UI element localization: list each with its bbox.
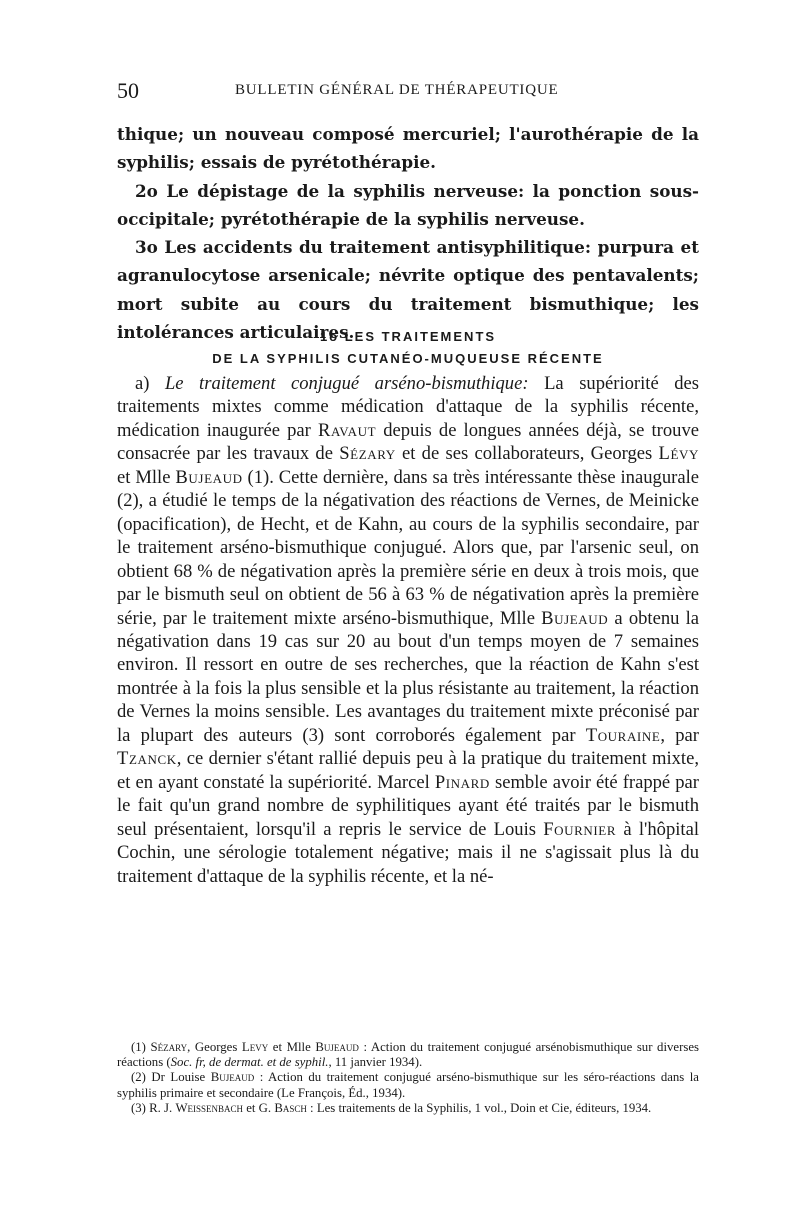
footnote-author: Sézary <box>150 1040 188 1054</box>
author-name: Lévy <box>658 443 700 465</box>
body-segment: La supériorité des traitements mixtes comme médication d'attaque de la syphilis récente, médication inaugurée par <box>117 373 699 441</box>
footnote-3 <box>117 1101 699 1116</box>
section-heading-line-1: 1o LES TRAITEMENTS <box>319 329 497 344</box>
body-segment: a) <box>135 373 165 394</box>
body-segment: et Mlle <box>117 466 176 488</box>
author-name: Touraine <box>585 724 661 746</box>
section-heading-line-2: DE LA SYPHILIS CUTANÉO-MUQUEUSE RÉCENTE <box>212 351 604 366</box>
footnote-text: : Action du traitement conjugué arséno-bismuthique sur les séro-réactions dans la syphilis primaire et secondaire (Le François, Éd., 1934). <box>117 1070 699 1100</box>
author-name: Bujeaud <box>541 607 609 629</box>
footnote-text: (1) <box>131 1040 151 1054</box>
author-name: Fournier <box>543 818 617 840</box>
author-name: Tzanck <box>117 748 177 770</box>
journal-title: BULLETIN GÉNÉRAL DE THÉRAPEUTIQUE <box>235 82 559 98</box>
footnote-author: Bujeaud <box>315 1040 359 1054</box>
footnote-text: (3) R. J. <box>131 1100 176 1115</box>
footnote-text: et Mlle <box>268 1040 316 1054</box>
footnote-text: (2) Dr Louise <box>131 1070 211 1085</box>
body-segment: et de ses collaborateurs, Georges <box>395 443 659 465</box>
summary-item-1: thique; un nouveau composé mercuriel; l'aurothérapie de la syphilis; essais de pyrétothérapie. <box>117 124 699 173</box>
footnote-author: Levy <box>241 1040 269 1054</box>
body-segment: (1). Cette dernière, dans sa très intéressante thèse inaugurale (2), a étudié le temps de la négativation des réactions de Vernes, de Meinicke (opacification), de Hecht, et de Kahn, au cours de la syphilis secondaire, par le traitement arséno-bismuthique conjugué. Alors que, par l'arsenic seul, on obtient 68 % de négativation après la première série en deux à trois mois, que par le bismuth seul on obtient de 56 à 63 % de négativation après la première série, par le traitement mixte arséno-bismuthique, Mlle <box>117 466 699 629</box>
footnote-1 <box>117 1040 699 1070</box>
body-paragraph <box>117 372 699 888</box>
footnote-author: Weissenbach <box>175 1100 244 1115</box>
footnote-text: , 11 janvier 1934). <box>328 1055 423 1070</box>
page-number: 50 <box>117 78 139 103</box>
author-name: Bujeaud <box>175 466 243 488</box>
subsection-title: Le traitement conjugué arséno-bismuthique: <box>164 373 529 394</box>
body-segment: à l'hôpital Cochin, une sérologie totalement négative; mais il ne s'agissait plus là du traitement d'attaque de la syphilis récente, et la né- <box>117 818 699 887</box>
summary-item-3: 3o Les accidents du traitement antisyphilitique: purpura et agranulocytose arsenicale; névrite optique des pentavalents; mort subite au cours du traitement bismuthique; les intolérances articulaires. <box>117 237 699 343</box>
body-segment: semble avoir été frappé par le fait qu'un grand nombre de syphilitiques ayant été traités par le bismuth seul présentaient, lorsqu'il a repris le service de Louis <box>117 771 699 840</box>
footnotes <box>117 1040 699 1116</box>
footnote-author: Bujeaud <box>210 1070 255 1085</box>
footnote-2 <box>117 1070 699 1100</box>
footnote-text: et G. <box>243 1100 275 1115</box>
summary-list <box>117 120 699 346</box>
running-head <box>117 78 697 102</box>
author-name: Sézary <box>339 443 396 465</box>
author-name: Pinard <box>434 771 490 793</box>
body-segment: , ce dernier s'étant rallié depuis peu à la pratique du traitement mixte, et en ayant constaté la supériorité. Marcel <box>117 748 699 793</box>
summary-item-2: 2o Le dépistage de la syphilis nerveuse: la ponction sous-occipitale; pyrétothérapie de la syphilis nerveuse. <box>117 180 699 229</box>
footnote-text: , Georges <box>187 1040 242 1054</box>
footnote-journal: Soc. fr, de dermat. et de syphil. <box>170 1055 329 1070</box>
body-segment: a obtenu la négativation dans 19 cas sur 20 au bout d'un temps moyen de 7 semaines environ. Il ressort en outre de ses recherches, que la réaction de Kahn s'est montrée à la fois la plus sensible et la plus résistante au traitement, la réaction de Vernes la moins sensible. Les avantages du traitement mixte préconisé par la plupart des auteurs (3) sont corroborés également par <box>117 607 699 746</box>
section-heading <box>117 326 699 370</box>
body-segment: , par <box>660 724 699 746</box>
footnote-text: : Action du traitement conjugué arsénobismuthique sur diverses réactions ( <box>117 1040 699 1070</box>
body-segment: depuis de longues années déjà, se trouve consacrée par les travaux de <box>117 419 700 465</box>
footnote-author: Basch <box>274 1100 307 1115</box>
author-name: Ravaut <box>317 419 377 441</box>
footnote-text: : Les traitements de la Syphilis, 1 vol., Doin et Cie, éditeurs, 1934. <box>306 1100 652 1115</box>
